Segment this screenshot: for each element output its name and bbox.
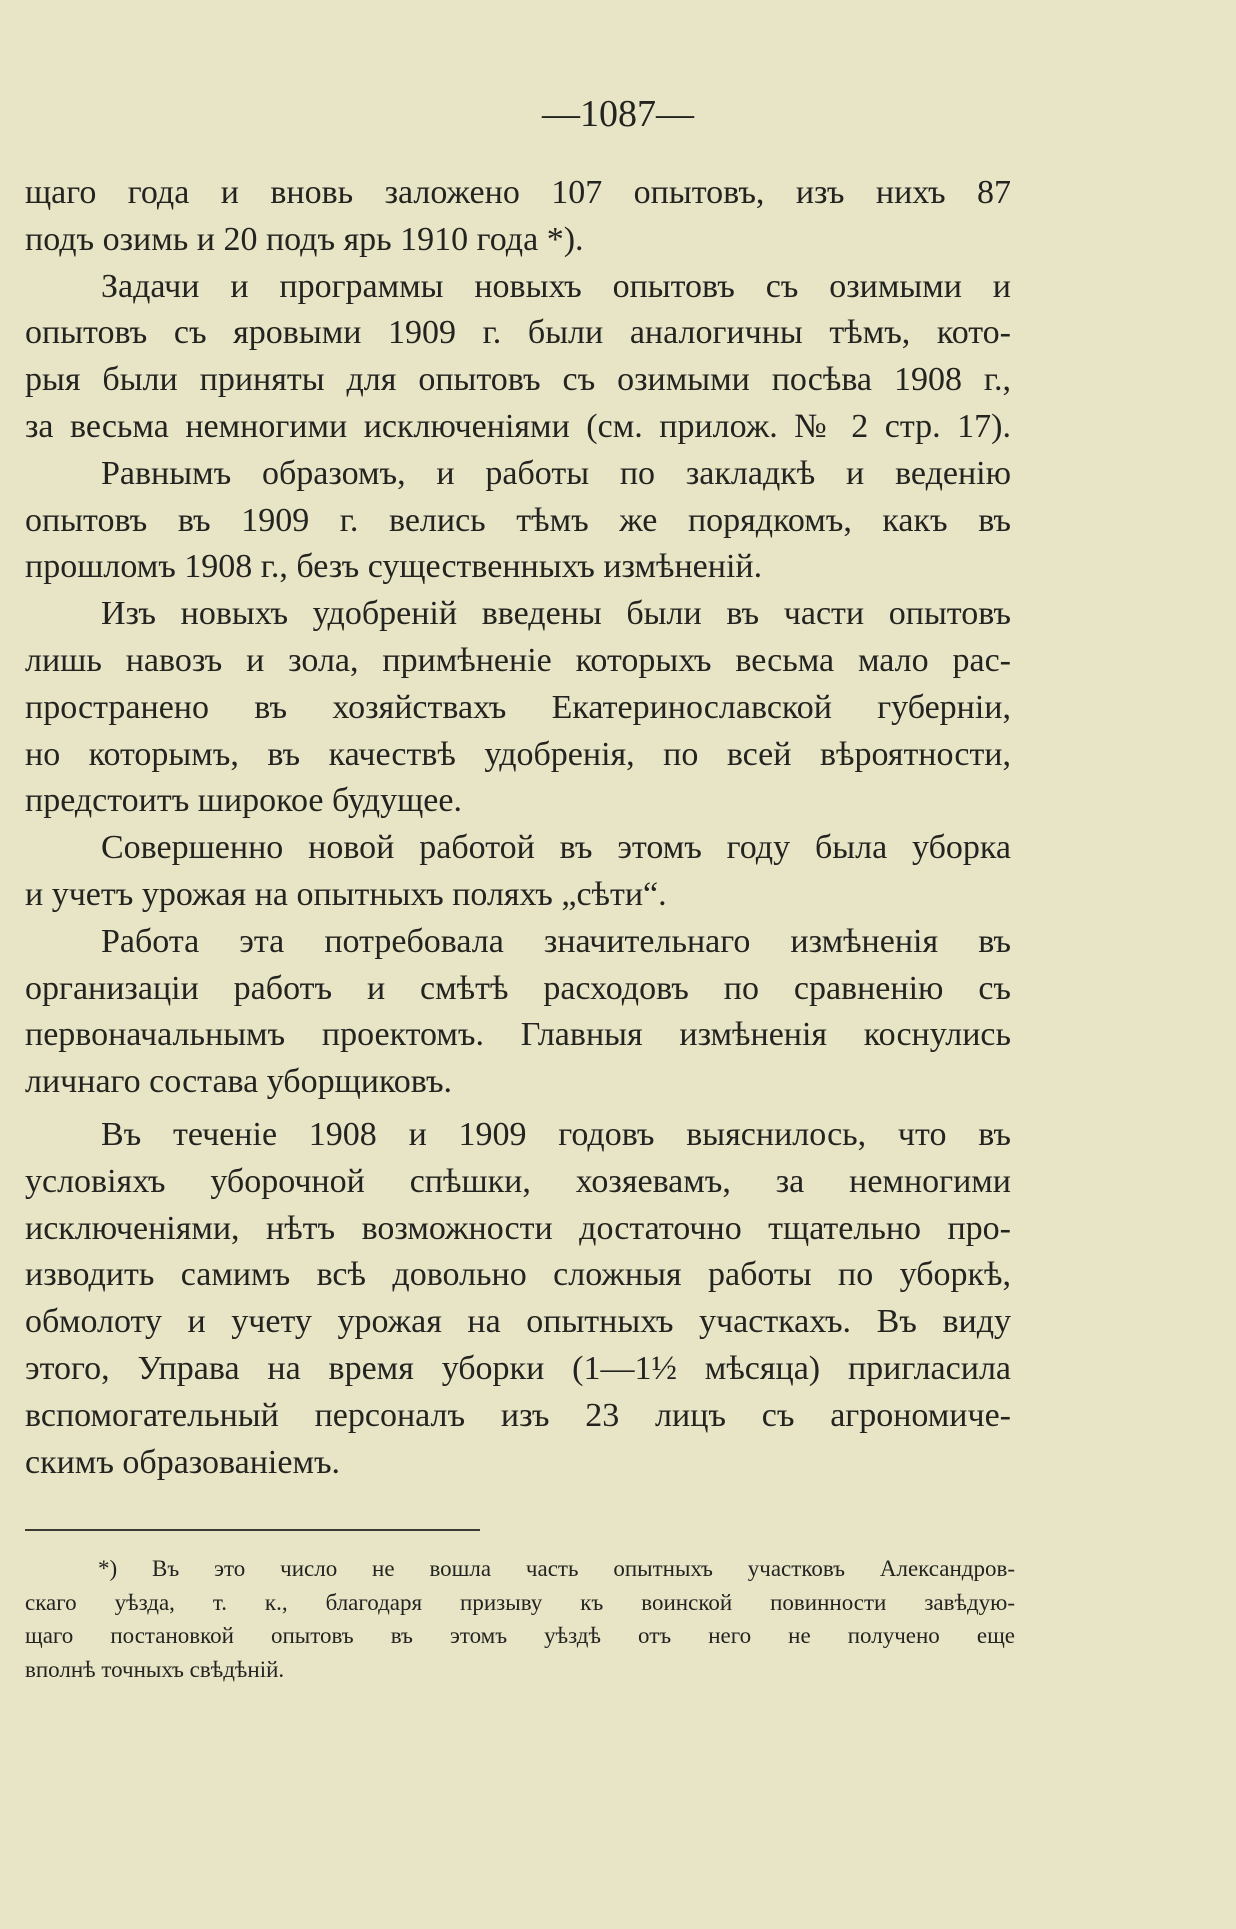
paragraph <box>25 825 1011 919</box>
text-line: обмолоту и учету урожая на опытныхъ участкахъ. Въ виду <box>25 1303 1011 1341</box>
body-text <box>25 170 1011 1486</box>
paragraph <box>25 170 1011 264</box>
text-line: и учетъ урожая на опытныхъ поляхъ „сѣти“. <box>25 875 667 913</box>
text-line: вспомогательный персоналъ изъ 23 лицъ съ агрономиче- <box>25 1396 1011 1434</box>
text-line: скимъ образованіемъ. <box>25 1443 341 1481</box>
text-line: Работа эта потребовала значительнаго измѣненія въ <box>101 922 1011 960</box>
footnote <box>25 1552 1015 1686</box>
text-line: но которымъ, въ качествѣ удобренія, по всей вѣроятности, <box>25 735 1011 773</box>
text-line: первоначальнымъ проектомъ. Главныя измѣненія коснулись <box>25 1016 1011 1054</box>
paragraph <box>25 264 1011 451</box>
page-number: —1087— <box>542 93 694 135</box>
text-line: Задачи и программы новыхъ опытовъ съ озимыми и <box>101 267 1011 305</box>
footnote-separator <box>25 1529 480 1531</box>
paragraph <box>25 919 1011 1106</box>
text-line: опытовъ съ яровыми 1909 г. были аналогичны тѣмъ, кото- <box>25 314 1011 352</box>
text-line: исключеніями, нѣтъ возможности достаточно тщательно про- <box>25 1209 1011 1247</box>
footnote-line: вполнѣ точныхъ свѣдѣній. <box>25 1656 285 1682</box>
text-line: рыя были приняты для опытовъ съ озимыми посѣва 1908 г., <box>25 361 1011 399</box>
text-line: условіяхъ уборочной спѣшки, хозяевамъ, за немногими <box>25 1162 1011 1200</box>
text-line: предстоитъ широкое будущее. <box>25 782 462 820</box>
footnote-line: скаго уѣзда, т. к., благодаря призыву къ воинской повинности завѣдую- <box>25 1589 1015 1615</box>
text-line: за весьма немногими исключеніями (см. прилож. № 2 стр. 17). <box>25 407 1011 445</box>
text-line: пространено въ хозяйствахъ Екатеринославской губерніи, <box>25 688 1011 726</box>
text-line: прошломъ 1908 г., безъ существенныхъ измѣненій. <box>25 548 763 586</box>
text-line: щаго года и вновь заложено 107 опытовъ, изъ нихъ 87 <box>25 174 1011 211</box>
paragraph <box>25 451 1011 591</box>
text-line: Изъ новыхъ удобреній введены были въ части опытовъ <box>101 595 1011 633</box>
text-line: опытовъ въ 1909 г. велись тѣмъ же порядкомъ, какъ въ <box>25 501 1011 539</box>
text-line: изводить самимъ всѣ довольно сложныя работы по уборкѣ, <box>25 1256 1011 1294</box>
text-line: этого, Управа на время уборки (1—1½ мѣсяца) пригласила <box>25 1349 1011 1387</box>
text-line: личнаго состава уборщиковъ. <box>25 1063 453 1101</box>
text-line: подъ озимь и 20 подъ ярь 1910 года *). <box>25 220 584 258</box>
paragraph <box>25 591 1011 825</box>
text-line: организаціи работъ и смѣтѣ расходовъ по сравненію съ <box>25 969 1011 1007</box>
paragraph <box>25 1112 1011 1486</box>
text-line: Равнымъ образомъ, и работы по закладкѣ и веденію <box>101 454 1011 492</box>
footnote-line: щаго постановкой опытовъ въ этомъ уѣздѣ отъ него не получено еще <box>25 1623 1015 1648</box>
text-line: лишь навозъ и зола, примѣненіе которыхъ весьма мало рас- <box>25 641 1011 679</box>
text-line: Совершенно новой работой въ этомъ году была уборка <box>101 829 1011 867</box>
footnote-line: *) Въ это число не вошла часть опытныхъ участковъ Александров- <box>98 1556 1015 1581</box>
text-line: Въ теченіе 1908 и 1909 годовъ выяснилось, что въ <box>101 1115 1011 1153</box>
